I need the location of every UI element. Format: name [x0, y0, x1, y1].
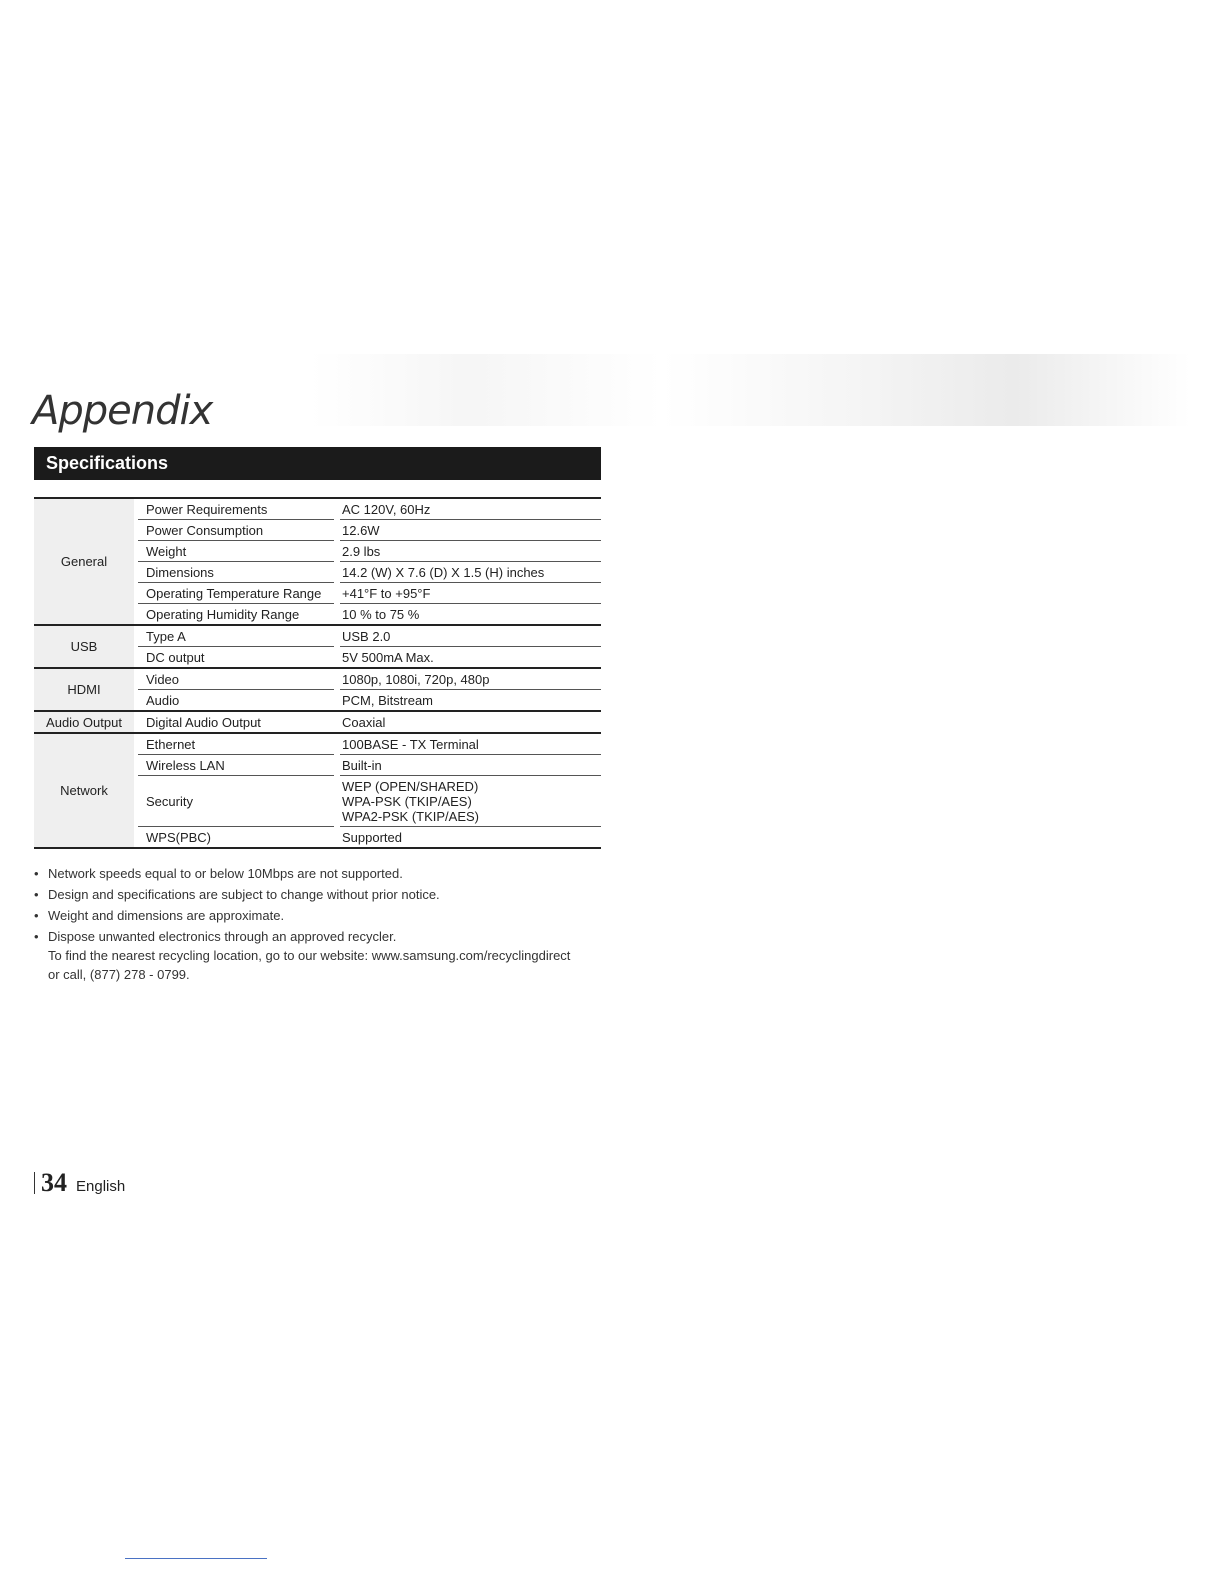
note-text: Weight and dimensions are approximate.: [48, 908, 285, 923]
section-header-bar: [34, 447, 601, 480]
spec-row: [134, 734, 601, 755]
note-item: [34, 885, 614, 904]
spec-key: WPS(PBC): [146, 830, 211, 845]
spec-row: [134, 755, 601, 776]
spec-value: [340, 712, 601, 732]
spec-group: [34, 669, 601, 712]
spec-value: [340, 755, 601, 776]
bullet-icon: •: [34, 887, 39, 902]
spec-value-line: AC 120V, 60Hz: [342, 502, 431, 517]
spec-category: General: [34, 499, 134, 624]
spec-row: [134, 520, 601, 541]
spec-value-line: 5V 500mA Max.: [342, 650, 434, 665]
spec-value: [340, 583, 601, 604]
spec-value: [340, 626, 601, 647]
page-language: English: [76, 1178, 126, 1195]
spec-key: Ethernet: [138, 734, 334, 755]
spec-value: [340, 647, 601, 667]
spec-value-line: Supported: [342, 830, 402, 845]
spec-row: [134, 626, 601, 647]
spec-value: [340, 499, 601, 520]
spec-row: [134, 776, 601, 827]
page-title: Appendix: [32, 388, 213, 434]
note-item: [34, 906, 614, 925]
spec-key: Dimensions: [138, 562, 334, 583]
spec-key: Video: [138, 669, 334, 690]
spec-value: [340, 604, 601, 624]
spec-value-line: WEP (OPEN/SHARED): [342, 779, 479, 794]
spec-key: Type A: [138, 626, 334, 647]
spec-value: [340, 776, 601, 827]
spec-value-line: 100BASE - TX Terminal: [342, 737, 479, 752]
spec-category: Audio Output: [34, 712, 134, 732]
page-footer: [34, 1168, 125, 1198]
spec-row: [134, 690, 601, 710]
spec-key: Weight: [138, 541, 334, 562]
spec-category: HDMI: [34, 669, 134, 710]
spec-value-line: 12.6W: [342, 523, 380, 538]
note-text: Dispose unwanted electronics through an approved recycler.: [48, 929, 397, 944]
spec-key: Power Consumption: [138, 520, 334, 541]
spec-key: DC output: [146, 650, 205, 665]
bullet-icon: •: [34, 908, 39, 923]
bullet-icon: •: [34, 929, 39, 944]
spec-row: [134, 647, 601, 667]
spec-key: Power Requirements: [138, 499, 334, 520]
spec-group: [34, 712, 601, 734]
note-text: Design and specifications are subject to change without prior notice.: [48, 887, 440, 902]
spec-group: [34, 499, 601, 626]
note-text: To find the nearest recycling location, go to our website: www.samsung.com/recyclingdirect: [48, 948, 571, 963]
spec-category: Network: [34, 734, 134, 847]
spec-value-line: PCM, Bitstream: [342, 693, 434, 708]
spec-row: [134, 604, 601, 624]
spec-key: Operating Humidity Range: [146, 607, 300, 622]
spec-value: [340, 690, 601, 710]
spec-value: [340, 541, 601, 562]
spec-key: Digital Audio Output: [146, 715, 261, 730]
spec-key: Audio: [146, 693, 180, 708]
spec-value-line: 10 % to 75 %: [342, 607, 420, 622]
spec-key: Operating Temperature Range: [138, 583, 334, 604]
spec-row: [134, 562, 601, 583]
spec-key: Security: [138, 776, 334, 827]
spec-value-line: WPA-PSK (TKIP/AES): [342, 794, 472, 809]
spec-value-line: +41°F to +95°F: [342, 586, 431, 601]
spec-value-line: Coaxial: [342, 715, 386, 730]
bottom-link-rule: [125, 1558, 267, 1559]
spec-key: Wireless LAN: [138, 755, 334, 776]
notes-list: [34, 864, 614, 986]
spec-row: [134, 669, 601, 690]
spec-group: [34, 626, 601, 669]
spec-row: [134, 827, 601, 847]
bullet-icon: •: [34, 866, 39, 881]
spec-value-line: USB 2.0: [342, 629, 391, 644]
decorative-header-band: [310, 354, 1190, 426]
spec-group: [34, 734, 601, 847]
note-text: or call, (877) 278 - 0799.: [48, 967, 190, 982]
note-text: Network speeds equal to or below 10Mbps are not supported.: [48, 866, 403, 881]
spec-value-line: WPA2-PSK (TKIP/AES): [342, 809, 480, 824]
note-item: [34, 864, 614, 883]
page-number: 34: [41, 1168, 67, 1197]
section-title: Specifications: [46, 453, 169, 473]
spec-value-line: Built-in: [342, 758, 382, 773]
spec-value: [340, 562, 601, 583]
spec-value: [340, 827, 601, 847]
spec-value: [340, 520, 601, 541]
specifications-table: [34, 497, 601, 849]
spec-category: USB: [34, 626, 134, 667]
spec-value-line: 1080p, 1080i, 720p, 480p: [342, 672, 490, 687]
spec-row: [134, 583, 601, 604]
note-item: [34, 927, 614, 984]
footer-divider: [34, 1172, 35, 1194]
spec-value: [340, 734, 601, 755]
spec-row: [134, 712, 601, 732]
spec-row: [134, 541, 601, 562]
spec-value-line: 2.9 lbs: [342, 544, 381, 559]
spec-value-line: 14.2 (W) X 7.6 (D) X 1.5 (H) inches: [342, 565, 545, 580]
spec-value: [340, 669, 601, 690]
spec-row: [134, 499, 601, 520]
